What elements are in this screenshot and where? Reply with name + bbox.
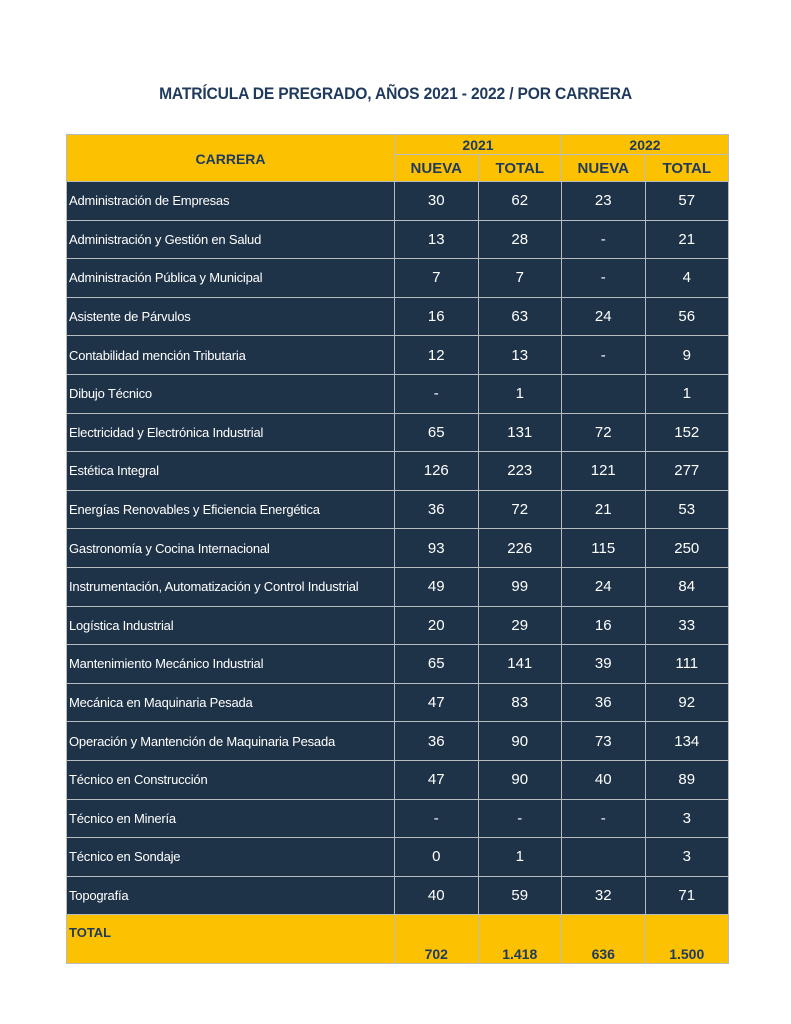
value-2022-nueva: - [562, 336, 646, 375]
table-row [67, 490, 729, 529]
value-2022-total: 3 [645, 838, 729, 877]
value-2022-total: 3 [645, 799, 729, 838]
value-2022-nueva: 36 [562, 683, 646, 722]
table-row [67, 876, 729, 915]
table-row [67, 336, 729, 375]
carrera-name: Operación y Mantención de Maquinaria Pesada [67, 722, 395, 761]
table-row [67, 606, 729, 645]
value-2021-total: 131 [478, 413, 562, 452]
value-2021-total: 226 [478, 529, 562, 568]
value-2021-nueva: 40 [395, 876, 479, 915]
table-row [67, 567, 729, 606]
value-2022-total: 56 [645, 297, 729, 336]
enrollment-table [66, 134, 729, 964]
table-row [67, 413, 729, 452]
value-2021-nueva: 30 [395, 182, 479, 221]
value-2022-nueva: 23 [562, 182, 646, 221]
value-2021-nueva: 47 [395, 760, 479, 799]
carrera-name: Gastronomía y Cocina Internacional [67, 529, 395, 568]
carrera-name: Técnico en Construcción [67, 760, 395, 799]
value-2022-nueva: 24 [562, 297, 646, 336]
value-2021-total: 29 [478, 606, 562, 645]
table-body [67, 182, 729, 915]
carrera-name: Asistente de Párvulos [67, 297, 395, 336]
value-2022-total: 111 [645, 645, 729, 684]
value-2021-total: - [478, 799, 562, 838]
header-2021-nueva: NUEVA [395, 155, 479, 182]
total-2021-total: 1.418 [478, 915, 562, 964]
value-2021-nueva: 0 [395, 838, 479, 877]
value-2022-total: 53 [645, 490, 729, 529]
value-2021-total: 223 [478, 452, 562, 491]
carrera-name: Estética Integral [67, 452, 395, 491]
total-label: TOTAL [67, 915, 395, 964]
carrera-name: Topografía [67, 876, 395, 915]
value-2021-total: 1 [478, 838, 562, 877]
carrera-name: Administración Pública y Municipal [67, 259, 395, 298]
value-2021-total: 13 [478, 336, 562, 375]
carrera-name: Dibujo Técnico [67, 374, 395, 413]
table-row [67, 297, 729, 336]
total-2022-nueva: 636 [562, 915, 646, 964]
value-2022-total: 4 [645, 259, 729, 298]
value-2021-nueva: 93 [395, 529, 479, 568]
value-2022-nueva: 72 [562, 413, 646, 452]
value-2021-nueva: - [395, 799, 479, 838]
value-2021-total: 28 [478, 220, 562, 259]
carrera-name: Técnico en Minería [67, 799, 395, 838]
value-2022-nueva [562, 838, 646, 877]
table-header [67, 135, 729, 182]
value-2021-total: 90 [478, 760, 562, 799]
value-2021-nueva: 65 [395, 645, 479, 684]
value-2021-total: 141 [478, 645, 562, 684]
value-2021-nueva: 7 [395, 259, 479, 298]
total-row [67, 915, 729, 964]
table-row [67, 374, 729, 413]
table-row [67, 838, 729, 877]
table-row [67, 182, 729, 221]
carrera-name: Técnico en Sondaje [67, 838, 395, 877]
carrera-name: Energías Renovables y Eficiencia Energética [67, 490, 395, 529]
value-2022-total: 89 [645, 760, 729, 799]
value-2022-total: 1 [645, 374, 729, 413]
carrera-name: Mantenimiento Mecánico Industrial [67, 645, 395, 684]
header-carrera: CARRERA [67, 135, 395, 182]
value-2021-total: 7 [478, 259, 562, 298]
value-2022-total: 33 [645, 606, 729, 645]
value-2022-total: 250 [645, 529, 729, 568]
value-2022-nueva: - [562, 799, 646, 838]
value-2021-total: 63 [478, 297, 562, 336]
value-2021-nueva: - [395, 374, 479, 413]
table-row [67, 645, 729, 684]
value-2021-total: 72 [478, 490, 562, 529]
value-2021-total: 83 [478, 683, 562, 722]
header-2022-total: TOTAL [645, 155, 729, 182]
carrera-name: Logística Industrial [67, 606, 395, 645]
table-row [67, 799, 729, 838]
carrera-name: Instrumentación, Automatización y Control Industrial [67, 567, 395, 606]
value-2021-nueva: 16 [395, 297, 479, 336]
value-2021-nueva: 47 [395, 683, 479, 722]
table-row [67, 722, 729, 761]
header-2021-total: TOTAL [478, 155, 562, 182]
value-2022-total: 21 [645, 220, 729, 259]
carrera-name: Electricidad y Electrónica Industrial [67, 413, 395, 452]
value-2022-nueva: 24 [562, 567, 646, 606]
carrera-name: Contabilidad mención Tributaria [67, 336, 395, 375]
value-2022-total: 92 [645, 683, 729, 722]
value-2022-total: 84 [645, 567, 729, 606]
table-row [67, 452, 729, 491]
value-2022-total: 9 [645, 336, 729, 375]
value-2021-nueva: 65 [395, 413, 479, 452]
total-2021-nueva: 702 [395, 915, 479, 964]
value-2022-total: 152 [645, 413, 729, 452]
value-2022-nueva [562, 374, 646, 413]
value-2022-total: 134 [645, 722, 729, 761]
value-2022-nueva: 16 [562, 606, 646, 645]
value-2022-nueva: 115 [562, 529, 646, 568]
carrera-name: Administración y Gestión en Salud [67, 220, 395, 259]
value-2022-nueva: 40 [562, 760, 646, 799]
value-2022-nueva: 121 [562, 452, 646, 491]
total-2022-total: 1.500 [645, 915, 729, 964]
table-row [67, 220, 729, 259]
value-2021-nueva: 20 [395, 606, 479, 645]
table-row [67, 683, 729, 722]
carrera-name: Mecánica en Maquinaria Pesada [67, 683, 395, 722]
value-2022-total: 57 [645, 182, 729, 221]
value-2022-nueva: 21 [562, 490, 646, 529]
value-2021-nueva: 126 [395, 452, 479, 491]
table-row [67, 760, 729, 799]
value-2022-total: 71 [645, 876, 729, 915]
value-2022-nueva: 39 [562, 645, 646, 684]
value-2021-nueva: 13 [395, 220, 479, 259]
table-row [67, 259, 729, 298]
value-2021-total: 99 [478, 567, 562, 606]
value-2021-total: 1 [478, 374, 562, 413]
header-year-2021: 2021 [395, 135, 562, 155]
value-2021-nueva: 36 [395, 722, 479, 761]
value-2022-nueva: - [562, 220, 646, 259]
value-2021-nueva: 36 [395, 490, 479, 529]
value-2022-nueva: - [562, 259, 646, 298]
page-title: MATRÍCULA DE PREGRADO, AÑOS 2021 - 2022 / POR CARRERA [159, 84, 632, 103]
header-2022-nueva: NUEVA [562, 155, 646, 182]
value-2021-total: 62 [478, 182, 562, 221]
value-2021-total: 59 [478, 876, 562, 915]
table-row [67, 529, 729, 568]
value-2021-nueva: 49 [395, 567, 479, 606]
carrera-name: Administración de Empresas [67, 182, 395, 221]
value-2021-total: 90 [478, 722, 562, 761]
value-2022-total: 277 [645, 452, 729, 491]
value-2022-nueva: 73 [562, 722, 646, 761]
header-year-2022: 2022 [562, 135, 729, 155]
value-2022-nueva: 32 [562, 876, 646, 915]
value-2021-nueva: 12 [395, 336, 479, 375]
